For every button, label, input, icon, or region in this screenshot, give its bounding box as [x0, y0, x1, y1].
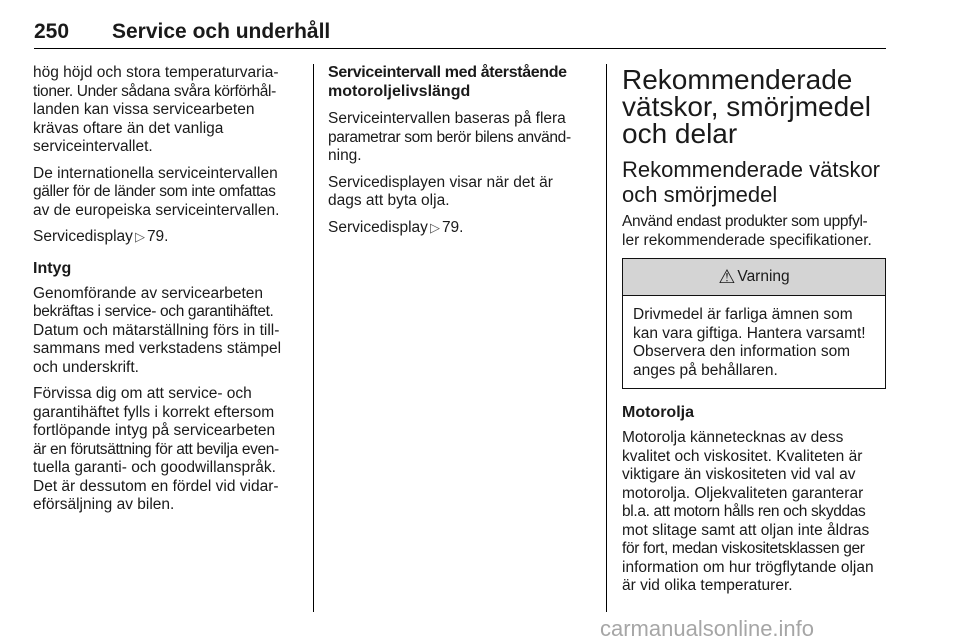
page-header [34, 20, 886, 50]
warning-text: Drivmedel är farliga ämnen som kan vara giftiga. Hantera varsamt! Observera den information som anges på behållaren. [633, 306, 866, 379]
page-heading: Service och underhåll [112, 20, 331, 43]
page-reference-icon: ▷ [134, 229, 145, 244]
paragraph-climate-conditions: hög höjd och stora temperaturvaria- tioner. Under sådana svåra körförhål- landen kan vissa servicearbeten krävas oftare än det vanliga serviceintervallet. [33, 64, 279, 155]
paragraph-interval-parameters: Serviceintervallen baseras på flera parametrar som berör bilens använd- ning. [328, 110, 571, 164]
service-display-reference[interactable]: Servicedisplay ▷ 79. [328, 218, 464, 236]
paragraph-certificate: Genomförande av servicearbeten bekräftas i service- och garantihäftet. Datum och mätarställning förs in till- sammans med verkstadens stämpel och underskrift. [33, 284, 282, 376]
paragraph-service-display: Servicedisplayen visar när det är dags att byta olja. [328, 173, 553, 209]
column-middle [328, 64, 593, 245]
column-right [622, 64, 890, 604]
page-number: 250 [34, 20, 70, 43]
paragraph-service-booklet: Förvissa dig om att service- och garantihäftet fylls i korrekt eftersom fortlöpande intyg på servicearbeten är en förutsättning för att bevilja even- tuella garanti- och goodwillanspråk. Det är dessutom en fördel vid vidar- eförsäljning av bilen. [33, 385, 279, 513]
section-heading-motorolja: Motorolja [622, 404, 694, 421]
section-heading-fluids: Rekommenderade vätskor och smörjmedel [622, 157, 881, 207]
column-divider-1 [313, 64, 314, 612]
chapter-title: Rekommenderade vätskor, smörjmedel och delar [622, 64, 871, 149]
warning-triangle-icon: ⚠ [718, 267, 736, 288]
column-divider-2 [606, 64, 607, 612]
section-heading-service-interval: Serviceintervall med återstående motoroljelivslängd [328, 64, 567, 100]
warning-header [623, 259, 885, 296]
section-heading-intyg: Intyg [33, 259, 72, 277]
warning-title: Varning [737, 268, 790, 285]
header-rule [34, 48, 886, 49]
watermark: carmanualsonline.info [600, 616, 815, 641]
column-left [33, 64, 303, 523]
warning-box [622, 258, 886, 389]
paragraph-use-recommended: Använd endast produkter som uppfyl- ler rekommenderade specifikationer. [622, 213, 872, 249]
service-display-reference[interactable]: Servicedisplay ▷ 79. [33, 228, 169, 245]
page-reference-icon: ▷ [429, 219, 440, 235]
paragraph-international-intervals: De internationella serviceintervallen gäller för de länder som inte omfattas av de europeiska serviceintervallen. [33, 164, 280, 219]
paragraph-engine-oil: Motorolja kännetecknas av dess kvalitet och viskositet. Kvaliteten är viktigare än viskositeten vid val av motorolja. Oljekvaliteten garanterar bl.a. att motorn hålls ren och skyddas mot slitage samt att oljan inte åldras för fort, medan viskositetsklassen ger information om hur trögflytande oljan är vid olika temperaturer. [622, 429, 874, 594]
